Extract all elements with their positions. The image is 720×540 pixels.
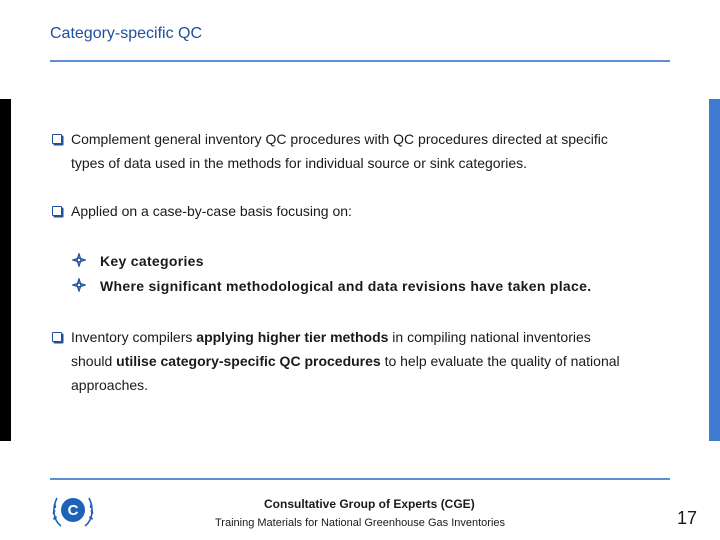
checkbox-bullet-icon	[52, 332, 62, 342]
bullet-2-line-1: Applied on a case-by-case basis focusing on:	[71, 203, 352, 219]
title-divider	[50, 60, 670, 62]
slide-title: Category-specific QC	[50, 25, 203, 42]
checkbox-bullet-icon	[52, 206, 62, 216]
bullet-1-line-2: types of data used in the methods for individual source or sink categories.	[71, 155, 528, 171]
right-accent-bar	[709, 99, 720, 441]
bullet-1-line-1: Complement general inventory QC procedures with QC procedures directed at specific	[71, 131, 608, 147]
checkbox-bullet-icon	[52, 134, 62, 144]
footer-organization: Consultative Group of Experts (CGE)	[264, 497, 475, 511]
diamond-bullet-icon	[72, 253, 86, 267]
page-number: 17	[677, 508, 698, 528]
bullet-3-line-3: approaches.	[71, 377, 149, 393]
footer-subtitle: Training Materials for National Greenhouse Gas Inventories	[215, 517, 506, 529]
sub-bullet-2-text: Where significant methodological and data revisions have taken place.	[100, 278, 592, 294]
diamond-bullet-icon	[72, 278, 86, 292]
sub-bullet-1-text: Key categories	[100, 253, 204, 269]
footer-divider	[50, 478, 670, 480]
bullet-3-line-1: Inventory compilers applying higher tier methods in compiling national inventories	[71, 329, 591, 345]
bullet-3-line-2: should utilise category-specific QC procedures to help evaluate the quality of national	[71, 353, 620, 369]
left-accent-bar	[0, 99, 11, 441]
svg-text:C: C	[67, 502, 79, 519]
unfccc-logo-icon	[49, 490, 97, 530]
